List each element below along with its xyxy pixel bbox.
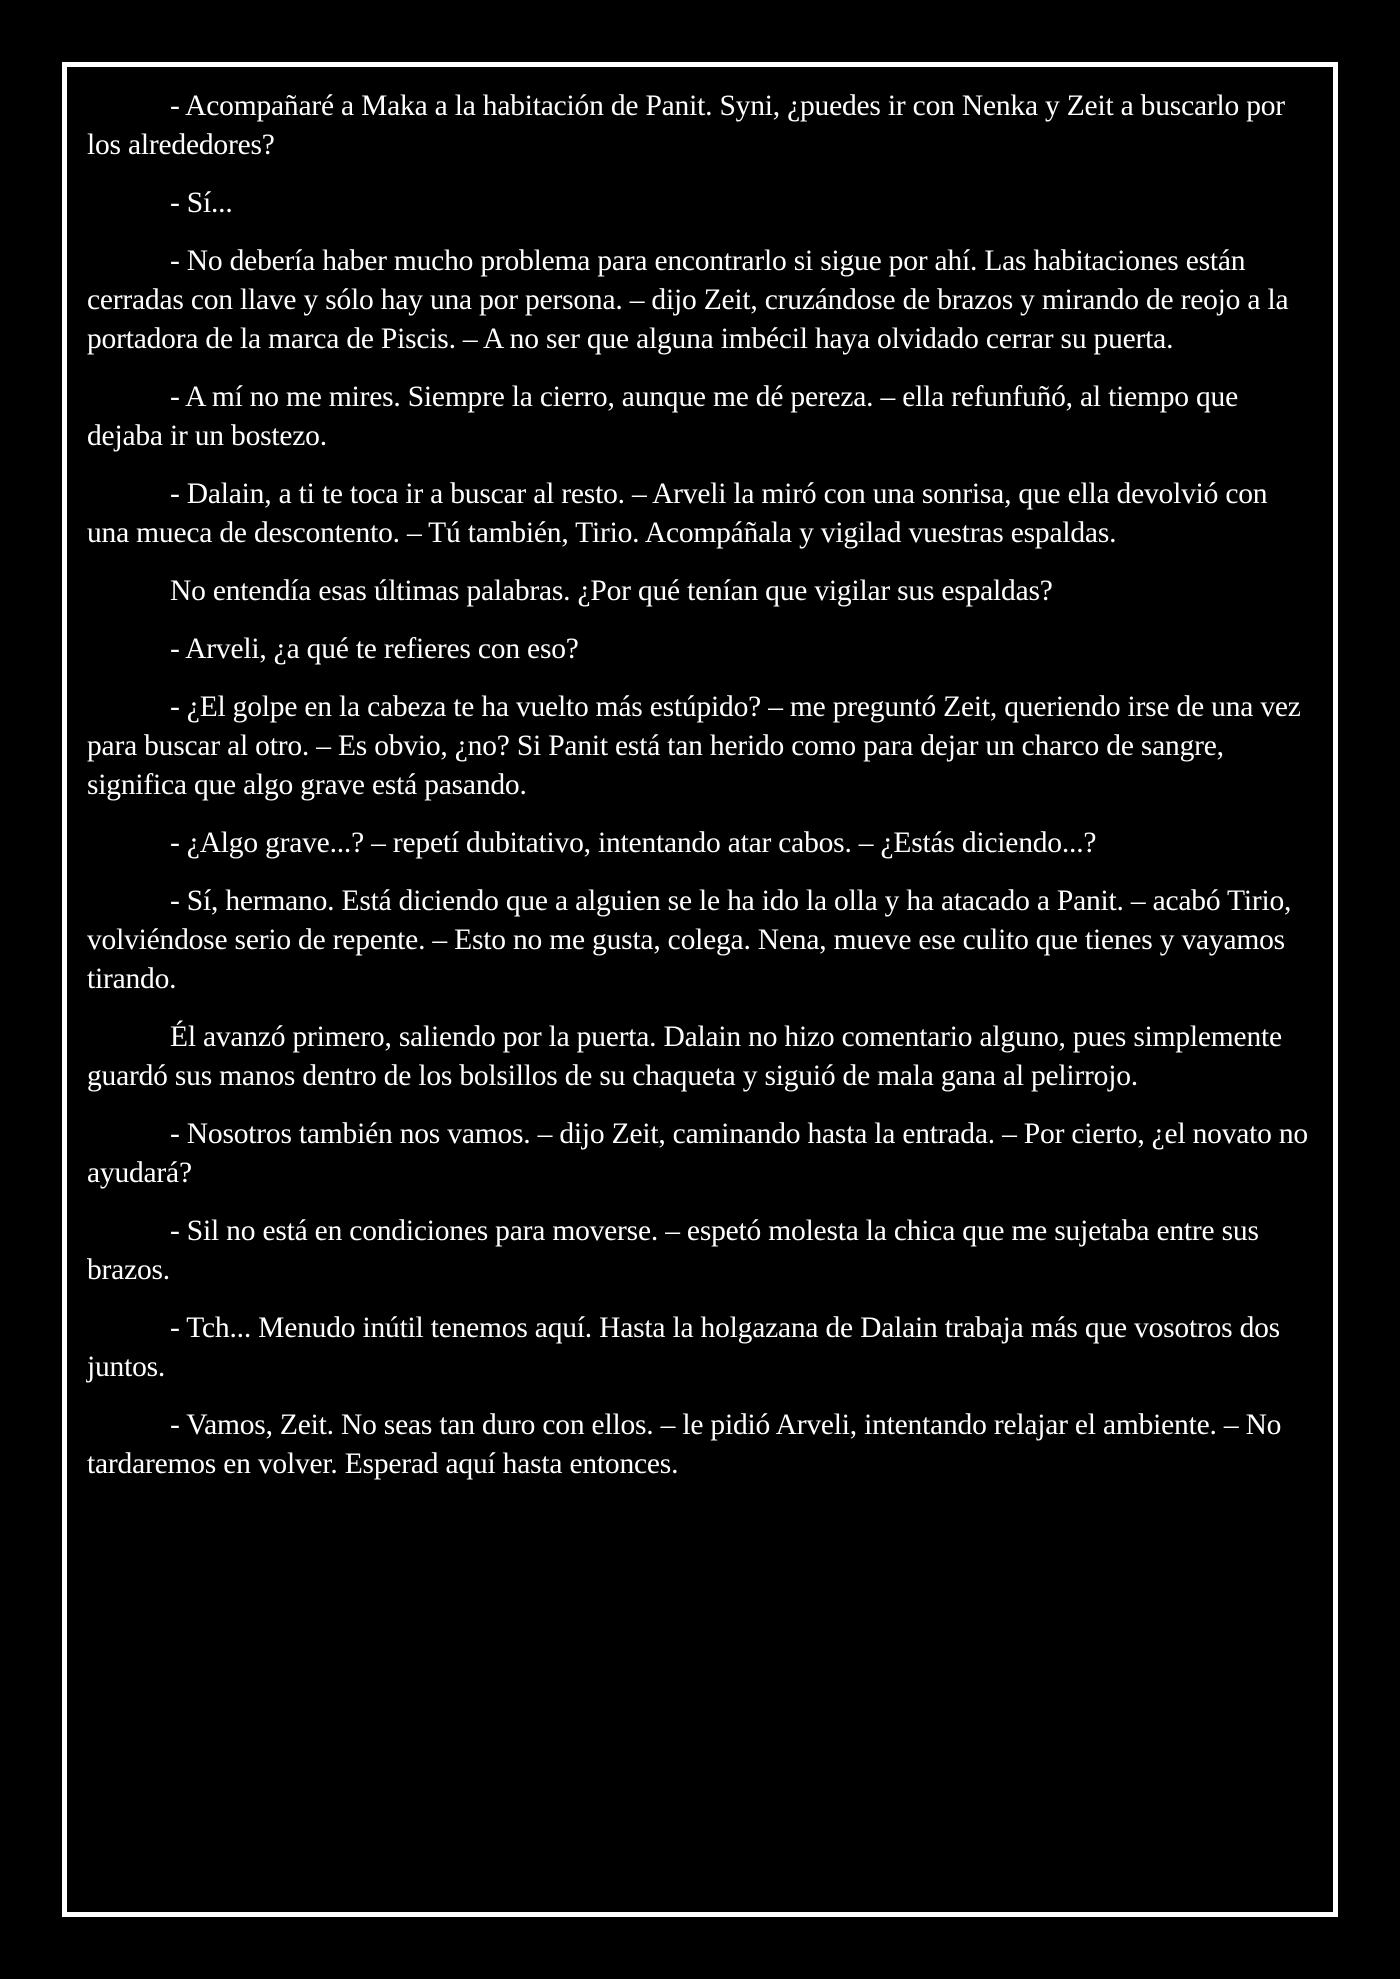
paragraph: - ¿El golpe en la cabeza te ha vuelto más estúpido? – me preguntó Zeit, queriendo irse de una vez para buscar al otro. – Es obvio, ¿no? Si Panit está tan herido como para dejar un charco de sangre, significa que algo grave está pasando. [87,691,1301,801]
page-frame [62,62,1338,1917]
paragraph: - ¿Algo grave...? – repetí dubitativo, intentando atar cabos. – ¿Estás diciendo...? [170,827,1097,859]
paragraph: - A mí no me mires. Siempre la cierro, aunque me dé pereza. – ella refunfuñó, al tiempo que dejaba ir un bostezo. [87,381,1238,452]
paragraph: Él avanzó primero, saliendo por la puerta. Dalain no hizo comentario alguno, pues simplemente guardó sus manos dentro de los bolsillos de su chaqueta y siguió de mala gana al pelirrojo. [87,1021,1282,1092]
paragraph: - Tch... Menudo inútil tenemos aquí. Hasta la holgazana de Dalain trabaja más que vosotros dos juntos. [87,1312,1280,1383]
paragraph: No entendía esas últimas palabras. ¿Por qué tenían que vigilar sus espaldas? [170,575,1053,607]
paragraph: - Vamos, Zeit. No seas tan duro con ellos. – le pidió Arveli, intentando relajar el ambiente. – No tardaremos en volver. Esperad aquí hasta entonces. [87,1409,1282,1480]
paragraph: - No debería haber mucho problema para encontrarlo si sigue por ahí. Las habitaciones están cerradas con llave y sólo hay una por persona. – dijo Zeit, cruzándose de brazos y mirando de reojo a la portadora de la marca de Piscis. – A no ser que alguna imbécil haya olvidado cerrar su puerta. [87,245,1289,355]
story-text [87,87,1313,1503]
paragraph: - Sí, hermano. Está diciendo que a alguien se le ha ido la olla y ha atacado a Panit. – acabó Tirio, volviéndose serio de repente. – Esto no me gusta, colega. Nena, mueve ese culito que tienes y vayamos tirando. [87,885,1292,995]
paragraph: - Sil no está en condiciones para moverse. – espetó molesta la chica que me sujetaba entre sus brazos. [87,1215,1259,1286]
paragraph: - Sí... [170,187,233,219]
paragraph: - Dalain, a ti te toca ir a buscar al resto. – Arveli la miró con una sonrisa, que ella devolvió con una mueca de descontento. – Tú también, Tirio. Acompáñala y vigilad vuestras espaldas. [87,478,1268,549]
paragraph: - Acompañaré a Maka a la habitación de Panit. Syni, ¿puedes ir con Nenka y Zeit a buscarlo por los alrededores? [87,90,1285,161]
paragraph: - Nosotros también nos vamos. – dijo Zeit, caminando hasta la entrada. – Por cierto, ¿el novato no ayudará? [87,1118,1308,1189]
paragraph: - Arveli, ¿a qué te refieres con eso? [170,633,579,665]
